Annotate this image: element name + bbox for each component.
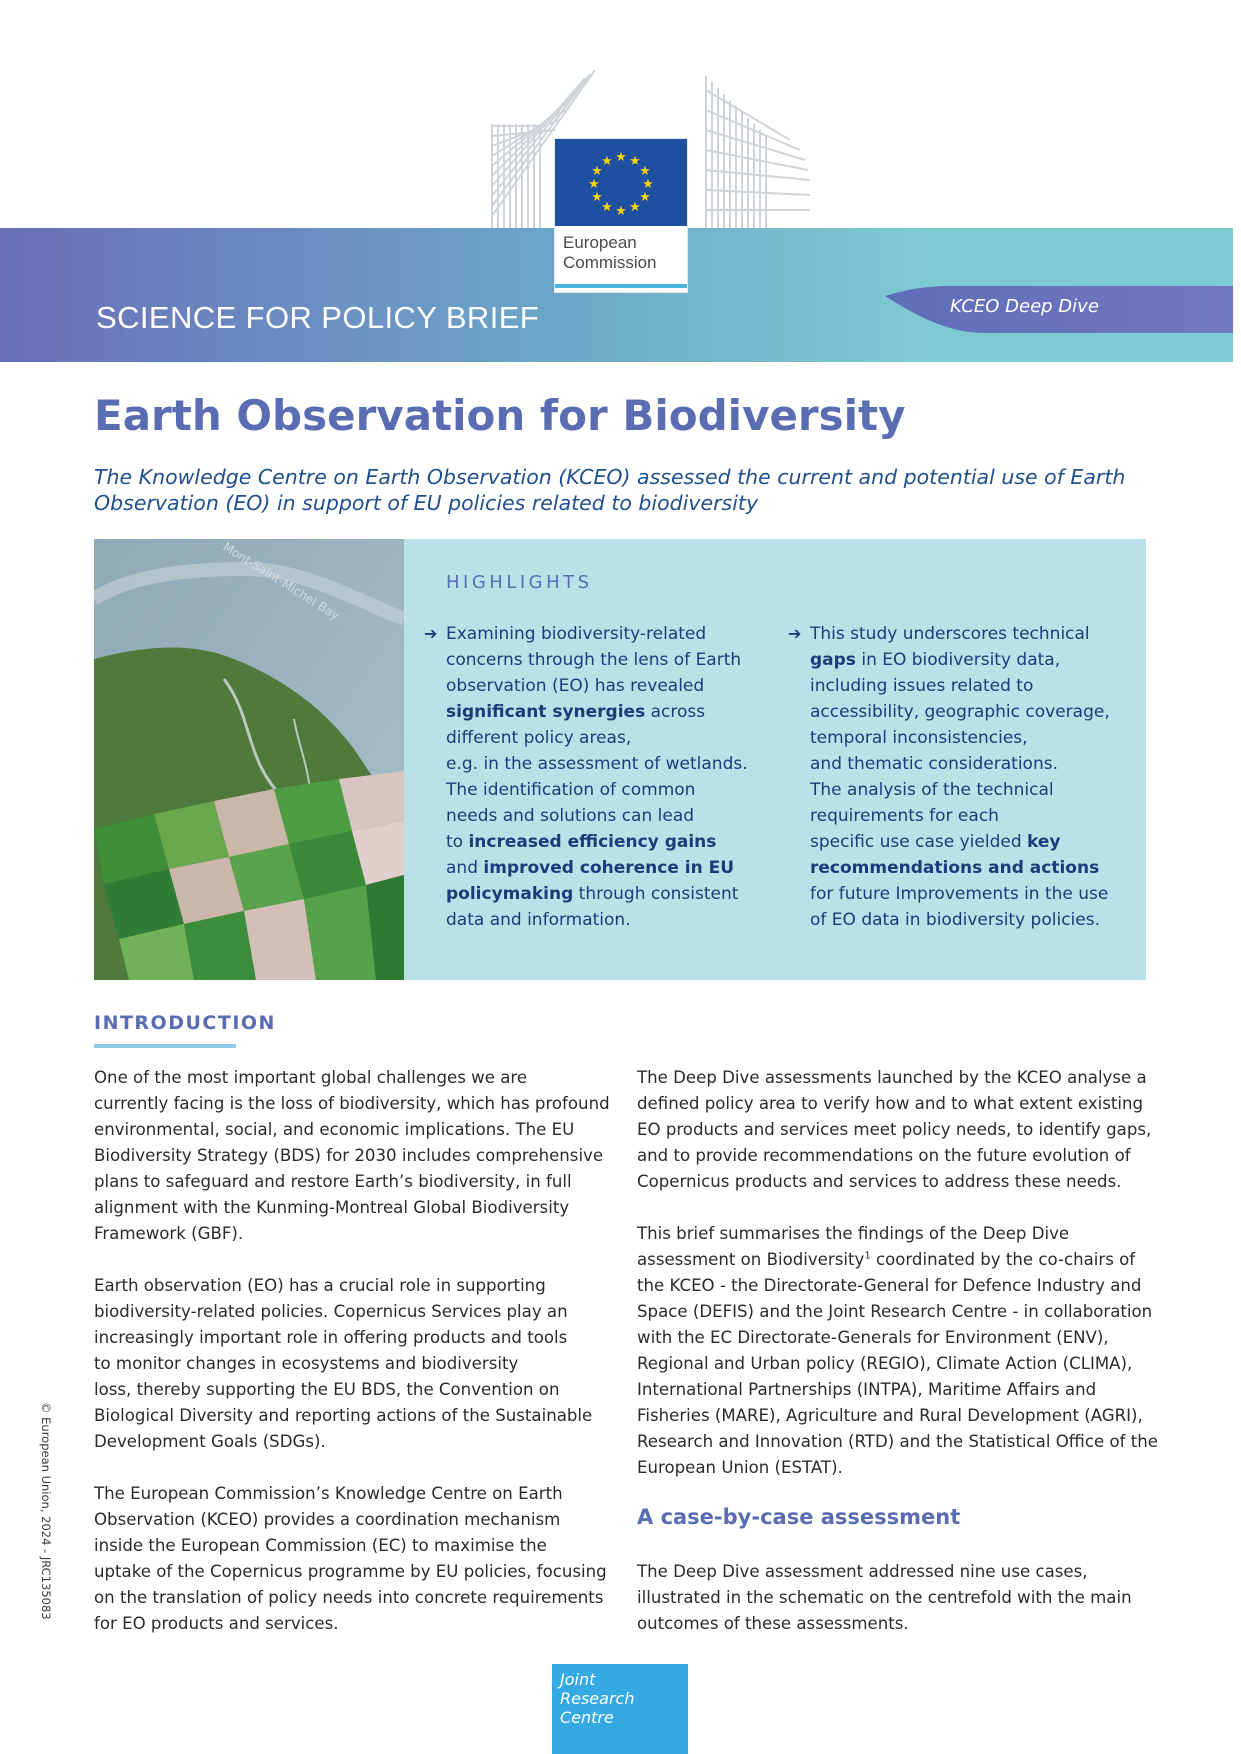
svg-text:★: ★ bbox=[629, 200, 641, 215]
svg-text:★: ★ bbox=[639, 190, 651, 205]
jrc-line-joint: Joint bbox=[560, 1670, 596, 1689]
svg-text:★: ★ bbox=[601, 200, 613, 215]
highlight-line: e.g. in the assessment of wetlands. bbox=[446, 754, 748, 774]
case-paragraph: The Deep Dive assessment addressed nine use cases, illustrated in the schematic on the centrefold with the main outcomes of these assessments. bbox=[637, 1562, 1132, 1633]
intro-paragraph-4: The Deep Dive assessments launched by the KCEO analyse a defined policy area to verify how and to what extent existing EO products and services meet policy needs, to identify gaps, and to provide recommendations on the future evolution of Copernicus products and services to address these needs. bbox=[637, 1068, 1152, 1191]
svg-text:★: ★ bbox=[591, 164, 603, 179]
brief-type-label: SCIENCE FOR POLICY BRIEF bbox=[96, 300, 540, 335]
footnote-marker: 1 bbox=[864, 1250, 871, 1262]
highlight-line: including issues related to bbox=[810, 676, 1034, 696]
arrow-right-icon: ➔ bbox=[424, 624, 438, 643]
svg-text:★: ★ bbox=[588, 177, 600, 192]
jrc-line-centre: Centre bbox=[560, 1708, 614, 1727]
highlight-line: observation (EO) has revealed bbox=[446, 676, 705, 696]
jrc-logo bbox=[552, 1664, 688, 1754]
logo-text-european: European bbox=[563, 233, 637, 252]
highlight-line: requirements for each bbox=[810, 806, 999, 826]
svg-text:★: ★ bbox=[601, 154, 613, 169]
highlight-line: The analysis of the technical bbox=[810, 780, 1054, 800]
highlight-line: specific use case yielded key bbox=[810, 832, 1061, 852]
svg-text:★: ★ bbox=[591, 190, 603, 205]
eu-commission-logo bbox=[555, 139, 687, 292]
svg-text:★: ★ bbox=[629, 154, 641, 169]
jrc-line-research: Research bbox=[560, 1689, 635, 1708]
svg-text:★: ★ bbox=[639, 164, 651, 179]
highlight-line: accessibility, geographic coverage, bbox=[810, 702, 1110, 722]
introduction-heading: INTRODUCTION bbox=[94, 1012, 276, 1034]
svg-text:★: ★ bbox=[615, 150, 627, 165]
highlight-line: and improved coherence in EU bbox=[446, 858, 735, 878]
highlight-line: The identification of common bbox=[446, 780, 696, 800]
page-subtitle: The Knowledge Centre on Earth Observation (KCEO) assessed the current and potential use of Earth Observation (EO) in support of EU policies related to biodiversity bbox=[94, 465, 1126, 515]
highlight-line: significant synergies across bbox=[446, 702, 706, 722]
intro-paragraph-3: The European Commission’s Knowledge Centre on Earth Observation (KCEO) provides a coordination mechanism inside the European Commission (EC) to maximise the uptake of the Copernicus programme by EU policies, focusing on the translation of policy needs into concrete requirements for EO products and services. bbox=[94, 1484, 607, 1633]
logo-underline bbox=[555, 284, 687, 288]
highlight-line: of EO data in biodiversity policies. bbox=[810, 910, 1100, 930]
arrow-right-icon: ➔ bbox=[788, 624, 802, 643]
image-caption: Mont-Saint-Michel Bay bbox=[220, 539, 342, 623]
highlight-line: for future Improvements in the use bbox=[810, 884, 1109, 904]
highlight-line: policymaking through consistent bbox=[446, 884, 739, 904]
highlight-line: and thematic considerations. bbox=[810, 754, 1058, 774]
highlight-line: recommendations and actions bbox=[810, 858, 1100, 878]
highlight-line: different policy areas, bbox=[446, 728, 632, 748]
svg-text:★: ★ bbox=[642, 177, 654, 192]
heading-underline bbox=[94, 1044, 236, 1048]
logo-text-commission: Commission bbox=[563, 253, 657, 272]
intro-paragraph-1: One of the most important global challenges we are currently facing is the loss of biodiversity, which has profound environmental, social, and economic implications. The EU Biodiversity Strategy (BDS) for 2030 includes comprehensive plans to safeguard and restore Earth’s biodiversity, in full alignment with the Kunming-Montreal Global Biodiversity Framework (GBF). bbox=[94, 1068, 610, 1243]
copyright-notice: © European Union, 2024 - JRC135083 bbox=[39, 1402, 53, 1620]
highlight-line: to increased efficiency gains bbox=[446, 832, 717, 852]
highlight-line: temporal inconsistencies, bbox=[810, 728, 1028, 748]
series-tag: KCEO Deep Dive bbox=[950, 296, 1099, 317]
highlight-line: needs and solutions can lead bbox=[446, 806, 695, 826]
highlight-line: This study underscores technical bbox=[810, 624, 1090, 644]
highlights-heading: HIGHLIGHTS bbox=[446, 572, 593, 593]
highlights-left-column bbox=[424, 621, 776, 933]
eu-stars bbox=[588, 150, 654, 219]
aerial-satellite-image bbox=[94, 539, 404, 980]
case-section-heading: A case-by-case assessment bbox=[637, 1505, 961, 1529]
highlight-line: Examining biodiversity-related bbox=[446, 624, 707, 644]
highlight-line: data and information. bbox=[446, 910, 631, 930]
highlight-line: gaps in EO biodiversity data, bbox=[810, 650, 1061, 670]
eu-flag-icon bbox=[555, 139, 687, 226]
intro-paragraph-2: Earth observation (EO) has a crucial role in supporting biodiversity-related policies. Copernicus Services play an increasingly important role in offering products and tools to monitor changes in ecosystems and biodiversity loss, thereby supporting the EU BDS, the Convention on Biological Diversity and reporting actions of the Sustainable Development Goals (SDGs). bbox=[94, 1276, 593, 1451]
highlights-right-column bbox=[788, 621, 1140, 933]
svg-text:★: ★ bbox=[615, 204, 627, 219]
page-title: Earth Observation for Biodiversity bbox=[94, 391, 906, 440]
intro-paragraph-5: This brief summarises the findings of the Deep Dive assessment on Biodiversity$^1$ coordinated by the co-chairs of the KCEO - the Directorate-General for Defence Industry and Space (DEFIS) and the Joint Research Centre - in collaboration with the EC Directorate-Generals for Environment (ENV), Regional and Urban policy (REGIO), Climate Action (CLIMA), International Partnerships (INTPA), Maritime Affairs and Fisheries (MARE), Agriculture and Rural Development (AGRI), Research and Innovation (RTD) and the Statistical Office of the European Union (ESTAT). bbox=[637, 1224, 1158, 1477]
highlight-line: concerns through the lens of Earth bbox=[446, 650, 742, 670]
